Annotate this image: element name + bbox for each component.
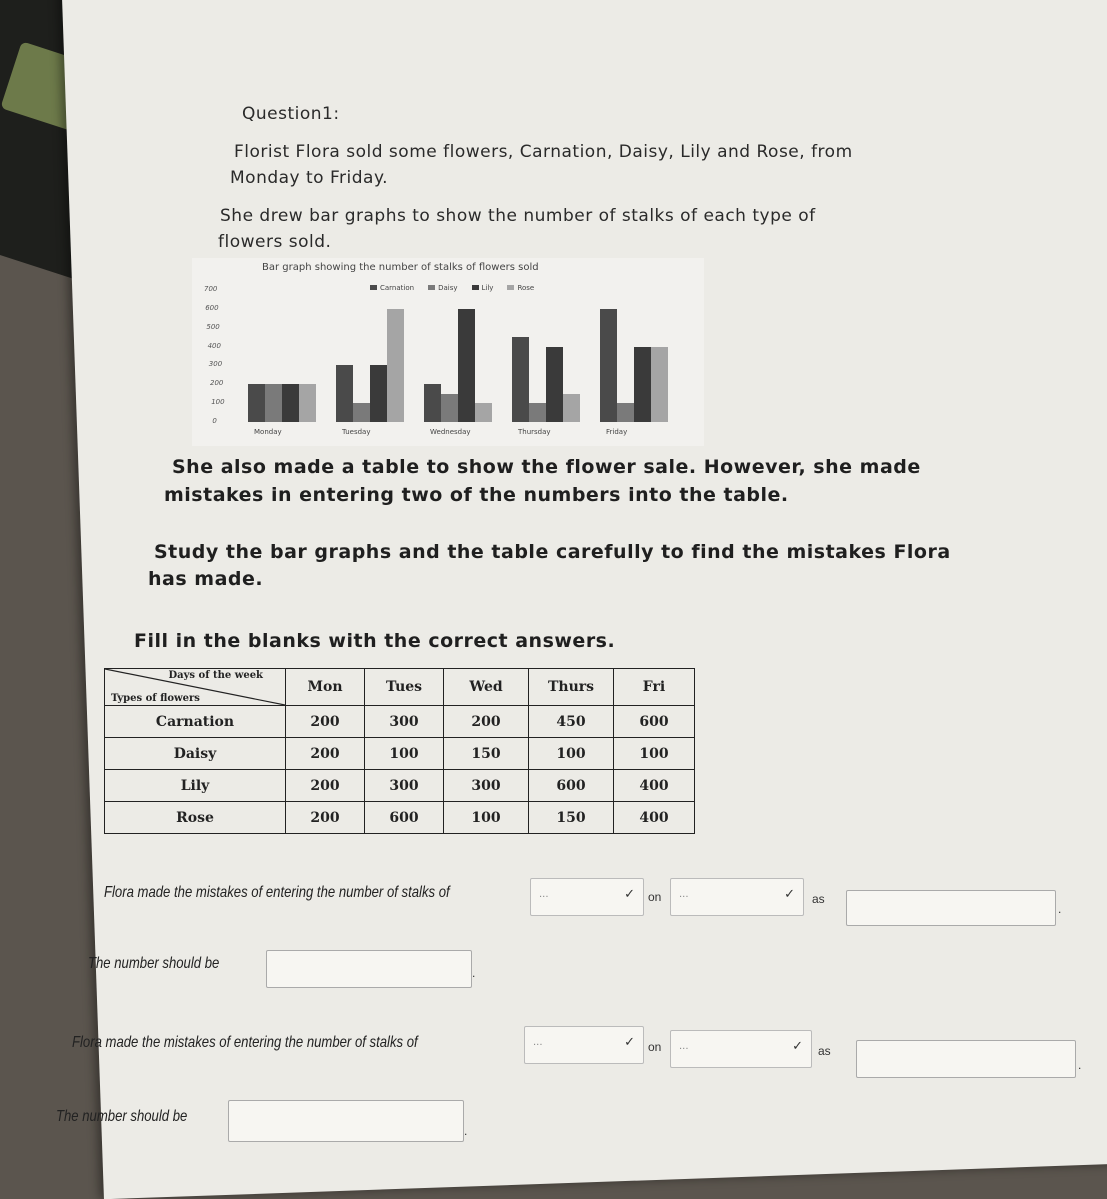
chart-legend	[370, 284, 534, 292]
table-cell: 300	[365, 706, 444, 738]
table-cell: 200	[286, 770, 365, 802]
table-header-row	[105, 669, 695, 706]
bar-carnation-thursday	[512, 337, 529, 422]
table-line-2: mistakes in entering two of the numbers into the table.	[164, 484, 789, 506]
table-cell: 200	[286, 802, 365, 834]
period: .	[1058, 902, 1062, 916]
y-tick-label: 600	[205, 303, 219, 312]
table-cell: 100	[614, 738, 695, 770]
legend-label: Lily	[481, 284, 494, 292]
table-cell: 600	[365, 802, 444, 834]
legend-label: Daisy	[438, 284, 458, 292]
header-fri: Fri	[614, 669, 695, 706]
bar-graph	[192, 258, 704, 446]
should-be-sentence-2: The number should be	[56, 1108, 188, 1125]
y-tick-label: 100	[211, 398, 225, 407]
period: .	[1078, 1058, 1082, 1072]
bar-lily-monday	[282, 384, 299, 422]
row-label: Rose	[105, 802, 286, 834]
flower-sales-table	[104, 668, 695, 834]
bar-lily-friday	[634, 347, 651, 422]
fill-instruction: Fill in the blanks with the correct answers.	[134, 630, 616, 652]
table-cell: 400	[614, 770, 695, 802]
table-cell: 400	[614, 802, 695, 834]
table-row	[105, 802, 695, 834]
x-tick-label: Friday	[606, 428, 628, 436]
x-tick-label: Monday	[254, 428, 282, 436]
row-label: Daisy	[105, 738, 286, 770]
x-tick-label: Wednesday	[430, 428, 471, 436]
mistake-sentence-1: Flora made the mistakes of entering the number of stalks of	[104, 884, 450, 901]
dropdown-placeholder: ...	[533, 1037, 543, 1048]
bar-rose-wednesday	[475, 403, 492, 422]
table-row	[105, 770, 695, 802]
table-cell: 300	[365, 770, 444, 802]
bar-rose-thursday	[563, 394, 580, 422]
flower-type-dropdown-2[interactable]	[524, 1026, 644, 1064]
y-tick-label: 300	[208, 360, 223, 369]
study-line-2: has made.	[148, 568, 264, 590]
question-title: Question1:	[242, 104, 340, 124]
bar-daisy-friday	[617, 403, 634, 422]
bar-lily-tuesday	[370, 365, 387, 422]
table-row	[105, 706, 695, 738]
y-tick-label: 700	[204, 285, 218, 293]
y-tick-label: 500	[206, 322, 220, 331]
bar-carnation-monday	[248, 384, 265, 422]
row-label: Lily	[105, 770, 286, 802]
mistake-sentence-2: Flora made the mistakes of entering the number of stalks of	[72, 1034, 418, 1051]
table-cell: 200	[444, 706, 529, 738]
table-cell: 100	[444, 802, 529, 834]
table-cell: 100	[365, 738, 444, 770]
on-word-2: on	[648, 1040, 662, 1054]
header-thurs: Thurs	[529, 669, 614, 706]
table-cell: 100	[529, 738, 614, 770]
bar-daisy-monday	[265, 384, 282, 422]
correct-number-input-1[interactable]	[266, 950, 472, 988]
legend-item	[472, 284, 494, 292]
y-tick-label: 0	[212, 417, 217, 425]
table-cell: 600	[529, 770, 614, 802]
chevron-down-icon: ✓	[792, 1039, 803, 1054]
dropdown-placeholder: ...	[539, 889, 549, 900]
wrong-number-input-1[interactable]	[846, 890, 1056, 926]
bar-rose-monday	[299, 384, 316, 422]
drew-line-2: flowers sold.	[218, 232, 332, 252]
bar-lily-thursday	[546, 347, 563, 422]
should-be-sentence-1: The number should be	[88, 955, 220, 972]
chevron-down-icon: ✓	[624, 1035, 635, 1050]
table-line-1: She also made a table to show the flower sale. However, she made	[172, 456, 921, 478]
legend-label: Carnation	[380, 284, 415, 292]
table-cell: 150	[444, 738, 529, 770]
flower-type-dropdown-1[interactable]	[530, 878, 644, 916]
intro-line-2: Monday to Friday.	[230, 168, 388, 188]
dropdown-placeholder: ...	[679, 1041, 689, 1052]
day-dropdown-2[interactable]	[670, 1030, 812, 1068]
as-word-1: as	[812, 892, 825, 906]
wrong-number-input-2[interactable]	[856, 1040, 1076, 1078]
bar-daisy-tuesday	[353, 403, 370, 422]
bar-carnation-friday	[600, 309, 617, 422]
bar-lily-wednesday	[458, 309, 475, 422]
bar-carnation-tuesday	[336, 365, 353, 422]
header-tues: Tues	[365, 669, 444, 706]
row-label: Carnation	[105, 706, 286, 738]
table-row	[105, 738, 695, 770]
bar-daisy-wednesday	[441, 394, 458, 422]
bar-rose-friday	[651, 347, 668, 422]
chart-title: Bar graph showing the number of stalks of flowers sold	[262, 262, 539, 273]
dropdown-placeholder: ...	[679, 889, 689, 900]
corner-days-label: Days of the week	[168, 670, 263, 681]
intro-line-1: Florist Flora sold some flowers, Carnation, Daisy, Lily and Rose, from	[234, 142, 853, 162]
legend-item	[370, 284, 414, 292]
y-tick-label: 200	[210, 379, 224, 388]
bar-daisy-thursday	[529, 403, 546, 422]
x-tick-label: Tuesday	[342, 428, 371, 436]
on-word-1: on	[648, 890, 662, 904]
bar-carnation-wednesday	[424, 384, 441, 422]
bar-rose-tuesday	[387, 309, 404, 422]
study-line-1: Study the bar graphs and the table carefully to find the mistakes Flora	[154, 541, 951, 563]
legend-item	[428, 284, 457, 292]
y-tick-label: 400	[207, 341, 221, 350]
drew-line-1: She drew bar graphs to show the number of stalks of each type of	[220, 206, 816, 226]
x-tick-label: Thursday	[518, 428, 551, 436]
chevron-down-icon: ✓	[624, 887, 635, 902]
legend-label: Rose	[517, 284, 535, 292]
correct-number-input-2[interactable]	[228, 1100, 464, 1142]
period: .	[464, 1124, 468, 1138]
corner-types-label: Types of flowers	[111, 693, 200, 704]
table-cell: 300	[444, 770, 529, 802]
as-word-2: as	[818, 1044, 831, 1058]
chevron-down-icon: ✓	[784, 887, 795, 902]
table-cell: 600	[614, 706, 695, 738]
table-cell: 200	[286, 706, 365, 738]
header-mon: Mon	[286, 669, 365, 706]
table-cell: 200	[286, 738, 365, 770]
day-dropdown-1[interactable]	[670, 878, 804, 916]
table-cell: 150	[529, 802, 614, 834]
table-cell: 450	[529, 706, 614, 738]
legend-item	[507, 284, 534, 292]
header-wed: Wed	[444, 669, 529, 706]
table-corner-header	[105, 669, 286, 706]
period: .	[472, 966, 476, 980]
